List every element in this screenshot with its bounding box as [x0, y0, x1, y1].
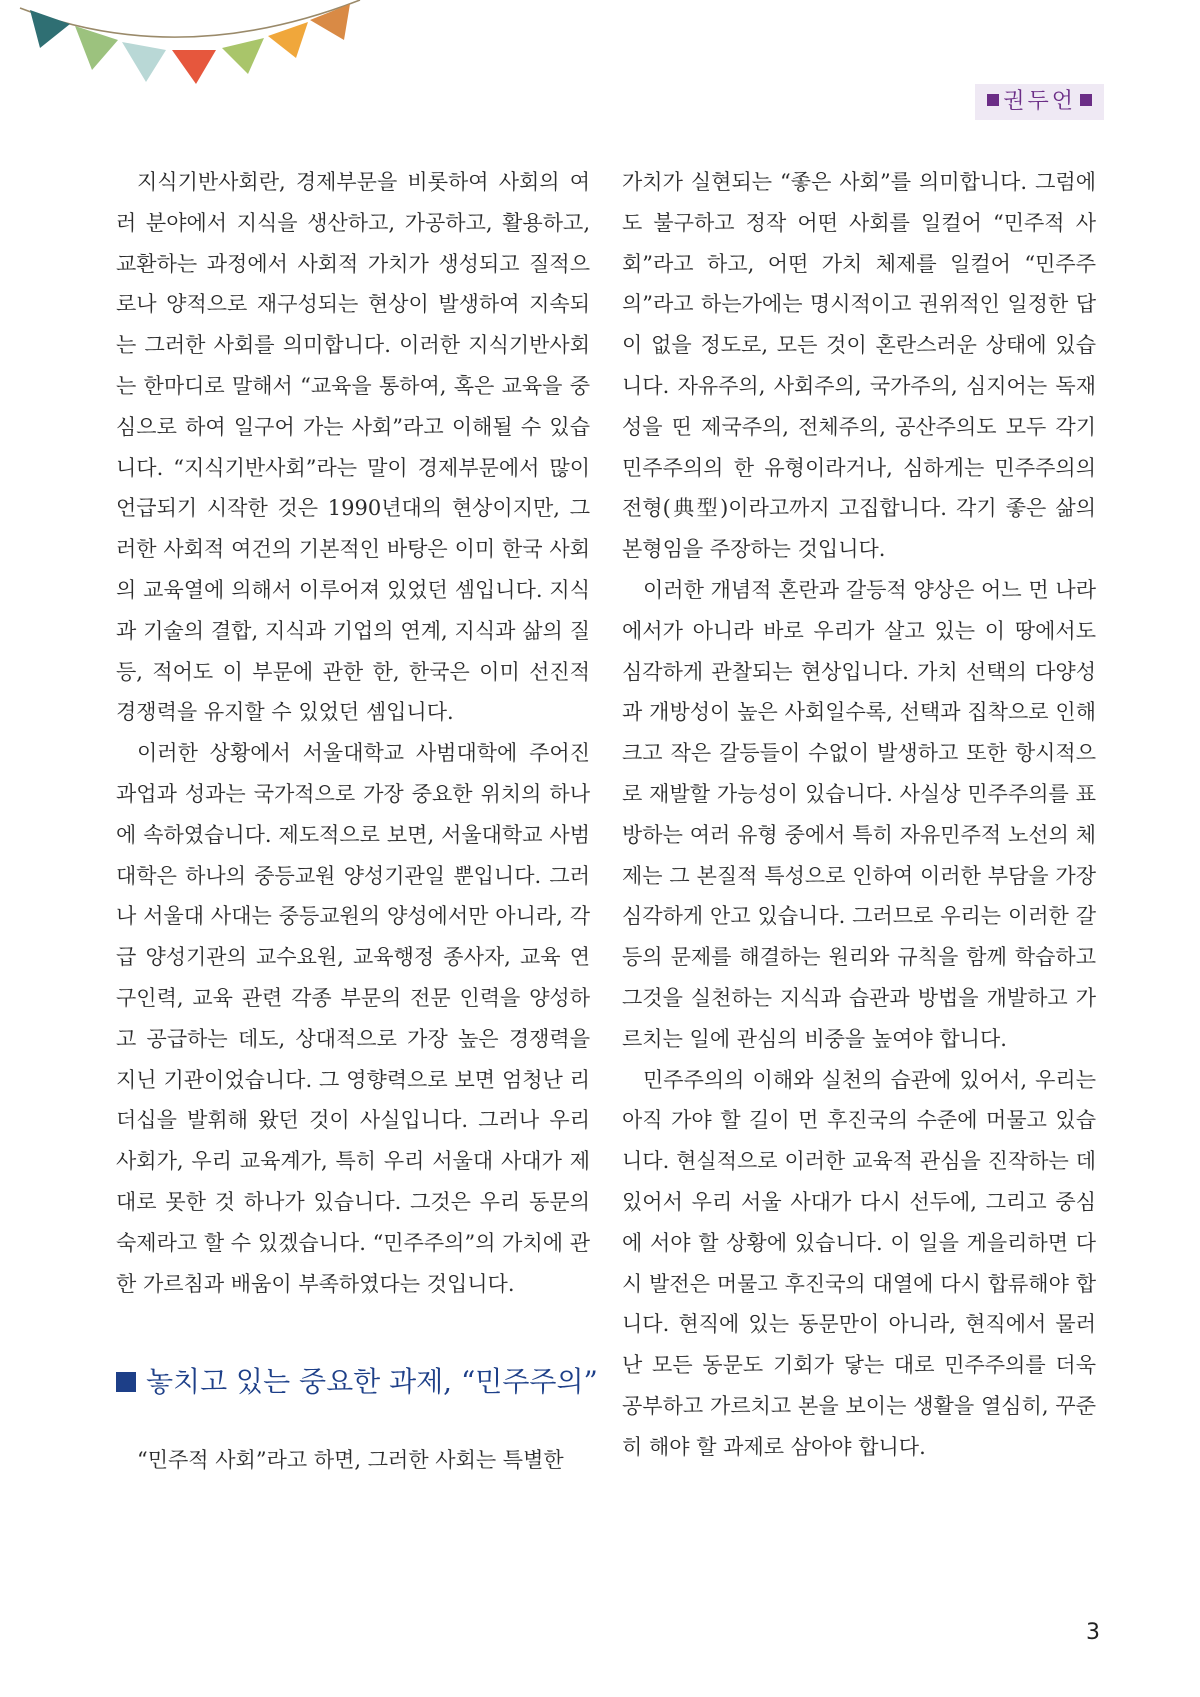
- pennant-6: [268, 22, 308, 58]
- section-heading: [116, 1362, 598, 1402]
- square-bullet-icon: [987, 94, 999, 106]
- pennant-1: [30, 10, 70, 48]
- paragraph: 이러한 개념적 혼란과 갈등적 양상은 어느 먼 나라에서가 아니라 바로 우리가 살고 있는 이 땅에서도 심각하게 관찰되는 현상입니다. 가치 선택의 다양성과 개방성이 높은 사회일수록, 선택과 집착으로 인해 크고 작은 갈등들이 수없이 발생하고 또한 항시적으로 재발할 가능성이 있습니다. 사실상 민주주의를 표방하는 여러 유형 중에서 특히 자유민주적 노선의 체제는 그 본질적 특성으로 인하여 이러한 부담을 가장 심각하게 안고 있습니다. 그러므로 우리는 이러한 갈등의 문제를 해결하는 원리와 규칙을 함께 학습하고 그것을 실천하는 지식과 습관과 방법을 개발하고 가르치는 일에 관심의 비중을 높여야 합니다.: [622, 577, 1096, 1051]
- pennant-3: [122, 42, 166, 82]
- paragraph: 민주주의의 이해와 실천의 습관에 있어서, 우리는 아직 가야 할 길이 먼 후진국의 수준에 머물고 있습니다. 현실적으로 이러한 교육적 관심을 진작하는 데 있어서 우리 서울 사대가 다시 선두에, 그리고 중심에 서야 할 상황에 있습니다. 이 일을 게을리하면 다시 발전은 머물고 후진국의 대열에 다시 합류해야 합니다. 현직에 있는 동문만이 아니라, 현직에서 물러난 모든 동문도 기회가 닿는 대로 민주주의를 더욱 공부하고 가르치고 본을 보이는 생활을 열심히, 꾸준히 해야 할 과제로 삼아야 합니다.: [622, 1067, 1096, 1459]
- paragraph-continuation: 가치가 실현되는 “좋은 사회”를 의미합니다. 그럼에도 불구하고 정작 어떤 사회를 일컬어 “민주적 사회”라고 하고, 어떤 가치 체제를 일컬어 “민주주의”라고 하는가에는 명시적이고 권위적인 일정한 답이 없을 정도로, 모든 것이 혼란스러운 상태에 있습니다. 자유주의, 사회주의, 국가주의, 심지어는 독재성을 띤 제국주의, 전체주의, 공산주의도 모두 각기 민주주의의 한 유형이라거나, 심하게는 민주주의의 전형(典型)이라고까지 고집합니다. 각기 좋은 삶의 본형임을 주장하는 것입니다.: [622, 170, 1096, 562]
- author-tag: [975, 84, 1104, 120]
- paragraph: “민주적 사회”라고 하면, 그러한 사회는 특별한: [137, 1448, 564, 1473]
- paragraph: 이러한 상황에서 서울대학교 사범대학에 주어진 과업과 성과는 국가적으로 가장 중요한 위치의 하나에 속하였습니다. 제도적으로 보면, 서울대학교 사범대학은 하나의 중등교원 양성기관일 뿐입니다. 그러나 서울대 사대는 중등교원의 양성에서만 아니라, 각급 양성기관의 교수요원, 교육행정 종사자, 교육 연구인력, 교육 관련 각종 부문의 전문 인력을 양성하고 공급하는 데도, 상대적으로 가장 높은 경쟁력을 지닌 기관이었습니다. 그 영향력으로 보면 엄청난 리더십을 발휘해 왔던 것이 사실입니다. 그러나 우리 사회가, 우리 교육계가, 특히 우리 서울대 사대가 제대로 못한 것 하나가 있습니다. 그것은 우리 동문의 숙제라고 할 수 있겠습니다. “민주주의”의 가치에 관한 가르침과 배움이 부족하였다는 것입니다.: [116, 741, 590, 1296]
- pennant-7: [310, 4, 350, 40]
- paragraph: 지식기반사회란, 경제부문을 비롯하여 사회의 여러 분야에서 지식을 생산하고, 가공하고, 활용하고, 교환하는 과정에서 사회적 가치가 생성되고 질적으로나 양적으로 재구성되는 현상이 발생하여 지속되는 그러한 사회를 의미합니다. 이러한 지식기반사회는 한마디로 말해서 “교육을 통하여, 혹은 교육을 중심으로 하여 일구어 가는 사회”라고 이해될 수 있습니다. “지식기반사회”라는 말이 경제부문에서 많이 언급되기 시작한 것은 1990년대의 현상이지만, 그러한 사회적 여건의 기본적인 바탕은 이미 한국 사회의 교육열에 의해서 이루어져 있었던 셈입니다. 지식과 기술의 결합, 지식과 기업의 연계, 지식과 삶의 질 등, 적어도 이 부문에 관한 한, 한국은 이미 선진적 경쟁력을 유지할 수 있었던 셈입니다.: [116, 170, 590, 725]
- right-column: [622, 162, 1096, 1468]
- left-column: [116, 162, 598, 1481]
- pennant-4: [172, 50, 216, 84]
- section-heading-text: 놓치고 있는 중요한 과제, “민주주의”: [146, 1365, 598, 1399]
- author-name: 권두언: [1003, 89, 1076, 114]
- page-number: 3: [1086, 1620, 1100, 1645]
- pennant-5: [222, 38, 264, 74]
- bunting-decoration: [0, 0, 380, 120]
- square-bullet-icon: [1080, 94, 1092, 106]
- square-bullet-icon: [116, 1372, 136, 1392]
